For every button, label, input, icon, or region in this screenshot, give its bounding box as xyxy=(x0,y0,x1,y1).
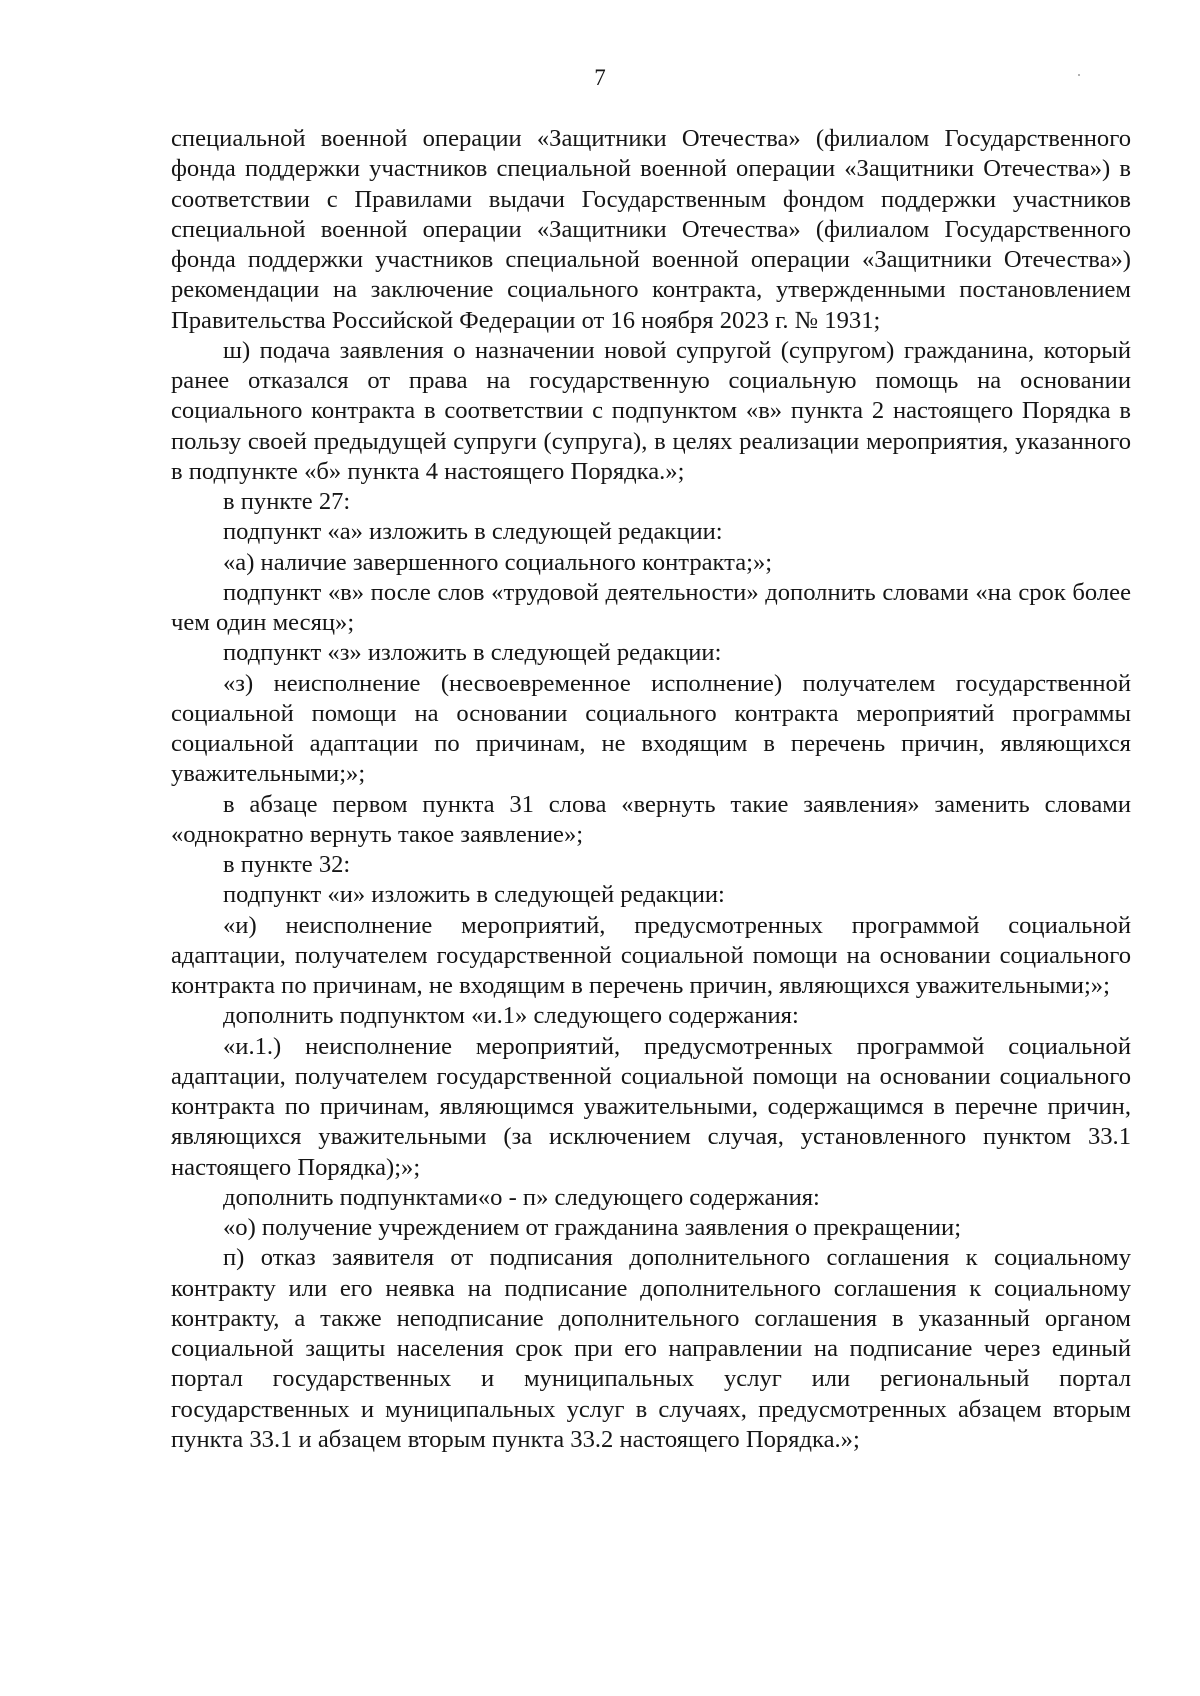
paragraph-subitem-z-text: «з) неисполнение (несвоевременное исполнение) получателем государственной социальной помощи на основании социального контракта мероприятий программы социальной адаптации по причинам, не входящим в перечень причин, являющихся уважительными;»; xyxy=(171,669,1131,788)
paragraph-subitem-p-text: п) отказ заявителя от подписания дополнительного соглашения к социальному контракту или его неявка на подписание дополнительного соглашения к социальному контракту, а также неподписание дополнительного соглашения в указанный органом социальной защиты населения срок при его направлении на подписание через единый портал государственных и муниципальных услуг или региональный портал государственных и муниципальных услуг в случаях, предусмотренных абзацем вторым пункта 33.1 и абзацем вторым пункта 33.2 настоящего Порядка.»; xyxy=(171,1244,1131,1453)
paragraph-subitem-o-text: «о) получение учреждением от гражданина заявления о прекращении; xyxy=(223,1214,962,1241)
paragraph-subitem-i1-instruction: дополнить подпунктом «и.1» следующего содержания: xyxy=(223,1002,799,1030)
paragraph-subitem-i1-text: «и.1.) неисполнение мероприятий, предусмотренных программой социальной адаптации, получателем государственной социальной помощи на основании социального контракта по причинам, являющимся уважительными, содержащимся в перечне причин, являющихся уважительными (за исключением случая, установленного пунктом 33.1 настоящего Порядка);»; xyxy=(171,1032,1131,1181)
paragraph-point-31-amendment: в абзаце первом пункта 31 слова «вернуть такие заявления» заменить словами «однократно вернуть такое заявление»; xyxy=(171,790,1131,848)
paragraph-recommendation-continuation: специальной военной операции «Защитники Отечества» (филиалом Государственного фонда поддержки участников специальной военной операции «Защитники Отечества») в соответствии с Правилами выдачи Государственным фондом поддержки участников специальной военной операции «Защитники Отечества» (филиалом Государственного фонда поддержки участников специальной военной операции «Защитники Отечества») рекомендации на заключение социального контракта, утвержденными постановлением Правительства Российской Федерации от 16 ноября 2023 г. № 1931; xyxy=(171,125,1131,334)
paragraph-subitem-a-instruction: подпункт «а» изложить в следующей редакции: xyxy=(223,518,723,546)
page-number: 7 xyxy=(594,65,606,90)
paragraph-subitem-z-instruction: подпункт «з» изложить в следующей редакции: xyxy=(223,639,722,667)
paragraph-point-32-heading: в пункте 32: xyxy=(223,851,351,878)
scan-speck xyxy=(1078,74,1080,76)
paragraph-subitem-i-instruction: подпункт «и» изложить в следующей редакции: xyxy=(223,881,725,909)
paragraph-point-27-heading: в пункте 27: xyxy=(223,488,351,515)
paragraph-subitem-v-amendment: подпункт «в» после слов «трудовой деятельности» дополнить словами «на срок более чем один месяц»; xyxy=(171,578,1131,636)
paragraph-subitem-a-text: «а) наличие завершенного социального контракта;»; xyxy=(223,548,773,576)
paragraph-subitem-i-text: «и) неисполнение мероприятий, предусмотренных программой социальной адаптации, получателем государственной социальной помощи на основании социального контракта по причинам, не входящим в перечень причин, являющихся уважительными;»; xyxy=(171,911,1131,999)
document-body xyxy=(171,124,1131,1455)
paragraph-subitem-sh: ш) подача заявления о назначении новой супругой (супругом) гражданина, который ранее отказался от права на государственную социальную помощь на основании социального контракта в соответствии с подпунктом «в» пункта 2 настоящего Порядка в пользу своей предыдущей супруги (супруга), в целях реализации мероприятия, указанного в подпункте «б» пункта 4 настоящего Порядка.»; xyxy=(171,336,1131,485)
paragraph-subitems-o-p-instruction: дополнить подпунктами«о - п» следующего содержания: xyxy=(223,1183,820,1211)
